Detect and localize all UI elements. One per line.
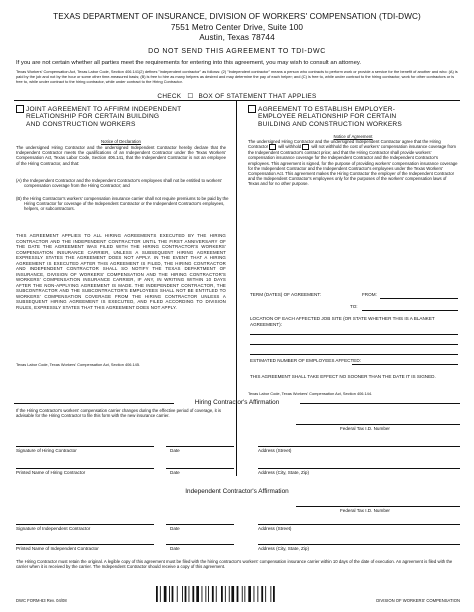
division-footer: DIVISION OF WORKERS' COMPENSATION xyxy=(376,598,460,603)
retention-notice: The Hiring Contractor must retain the original. A legible copy of this agreement must be filed with the hiring contractor's workers' compensation insurance carrier within 10 days of the date of execution. An agreement is filed with the carrier when it is received by the carrier. The Independent Contractor should receive a copy of this agreement. xyxy=(16,559,453,570)
hiring-rule-left xyxy=(14,403,174,404)
employer-para-part3: compensation insurance coverage from the Independent Contractor's contract price; and that the Hiring Contractor shall provide workers' compensation insurance coverage for the Independent Contractor and the Independent Contractor's employees. This agreement is signed, for the purpose of providing workers' compensation insurance coverage for the Independent Contractor and the Independent Contractor's employees under the Texas Workers' Compensation Act. This agreement makes the Hiring Contractor the employer of the Independent Contractor and the Independent Contractor's employees only for the purposes of the workers' compensation laws of Texas and for no other purpose. xyxy=(248,144,458,187)
joint-title-line2: RELATIONSHIP FOR CERTAIN BUILDING xyxy=(26,113,160,121)
hiring-date-field[interactable] xyxy=(166,446,234,447)
employer-agreement-title xyxy=(248,105,458,128)
notice-of-declaration-title: Notice of Declaration xyxy=(101,139,141,144)
job-site-label: LOCATION OF EACH AFFECTED JOB SITE (OR STATE WHETHER THIS IS A BLANKET AGREEMENT): xyxy=(250,316,435,327)
hiring-fein-label: Federal Tax I.D. Number xyxy=(340,426,390,431)
form-barcode xyxy=(156,586,320,602)
employees-label: ESTIMATED NUMBER OF EMPLOYEES AFFECTED: xyxy=(250,358,361,363)
agency-title: TEXAS DEPARTMENT OF INSURANCE, DIVISION OF WORKERS' COMPENSATION (TDI-DWC) xyxy=(53,12,421,21)
declaration-item-a: (A) the Independent Contractor and the Independent Contractor's employees shall not be entitled to workers' compensation coverage from the Hiring Contractor; and xyxy=(16,178,223,189)
employer-para-part1: The undersigned Hiring Contractor and the undersigned Independent Contractor xyxy=(248,139,401,144)
agency-address-city: Austin, Texas 78744 xyxy=(199,33,275,42)
box-of-statement-label: BOX OF STATEMENT THAT APPLIES xyxy=(198,93,317,100)
definition-text: Texas Workers' Compensation Act, Texas Labor Code, Section 406.141(2) defines "independent contractor" as follows: (2) "Independent contractor" means a person who contracts to perform work or provide a service for the benefit of another and who: (A) is paid by the job and not by the hour or some other time-measured basis; (B) is free to hire as many helpers as desired and may determine the pay of each helper; and (C) is free to, while under contract to the hiring contractor, work for other contractors or is free to, while under contract to the hiring contractor, while under contract to the Hiring Contractor. xyxy=(16,69,458,84)
hiring-date2-field[interactable] xyxy=(166,468,234,469)
independent-printed-name-label: Printed Name of Independent Contractor xyxy=(16,546,99,551)
hiring-address-label: Address (Street) xyxy=(258,448,292,453)
independent-affirmation-title: Independent Contractor's Affirmation xyxy=(185,488,289,495)
employer-paragraph xyxy=(248,139,458,187)
hiring-city-field[interactable] xyxy=(258,468,460,469)
term-from-label: FROM: xyxy=(362,292,377,297)
will-not-withhold-label: will not withhold the cost of workers' xyxy=(311,144,380,150)
hiring-signature-label: Signature of Hiring Contractor xyxy=(16,448,77,453)
will-withhold-label: will withhold xyxy=(278,144,302,150)
independent-signature-field[interactable] xyxy=(16,524,154,525)
effect-notice: THIS AGREEMENT SHALL TAKE EFFECT NO SOONER THAN THE DATE IT IS SIGNED. xyxy=(250,374,436,379)
employer-title-line2: EMPLOYEE RELATIONSHIP FOR CERTAIN xyxy=(258,113,397,121)
do-not-send-notice: DO NOT SEND THIS AGREEMENT TO TDI-DWC xyxy=(148,48,326,55)
independent-city-label: Address (City, State, Zip) xyxy=(258,546,309,551)
declaration-item-b: (B) the Hiring Contractor's workers' compensation insurance carrier shall not require premiums to be paid by the Hiring Contractor for coverage of the Independent Contractor or the Independent Contractor's employees, helpers, or subcontractors. xyxy=(16,196,229,212)
hiring-carrier-note: If the Hiring Contractor's workers' compensation carrier changes during the effective period of coverage, it is advisable for the Hiring Contractor to file this form with the new insurance carrier. xyxy=(16,408,222,419)
hiring-fein-field[interactable] xyxy=(296,424,460,425)
independent-printed-name-field[interactable] xyxy=(16,544,154,545)
hiring-date-label: Date xyxy=(170,448,180,453)
joint-title-line3: AND CONSTRUCTION WORKERS xyxy=(26,120,136,128)
independent-signature-label: Signature of Independent Contractor xyxy=(16,526,91,531)
employer-agreement-citation: Texas Labor Code, Texas Workers' Compensation Act, Section 406.144. xyxy=(248,391,373,396)
employer-title-line1: AGREEMENT TO ESTABLISH EMPLOYER- xyxy=(258,105,396,113)
hiring-signature-field[interactable] xyxy=(16,446,154,447)
hiring-address-field[interactable] xyxy=(258,446,460,447)
employer-para-part2: agree that the Hiring Contractor xyxy=(248,139,441,150)
term-from-field[interactable] xyxy=(380,298,458,299)
hiring-rule-right xyxy=(300,403,460,404)
job-site-field-line2[interactable] xyxy=(250,344,458,345)
check-label: CHECK xyxy=(157,93,182,100)
hiring-date2-label: Date xyxy=(170,470,180,475)
independent-date2-label: Date xyxy=(170,546,180,551)
independent-date-field[interactable] xyxy=(166,524,234,525)
hiring-city-label: Address (City, State, Zip) xyxy=(258,470,309,475)
joint-agreement-caps-text: THIS AGREEMENT APPLIES TO ALL HIRING AGREEMENTS EXECUTED BY THE HIRING CONTRACTOR AND THE INDEPENDENT CONTRACTOR UNTIL THE FIRST ANNIVERSARY OF THE DATE THE AGREEMENT WAS FILED WITH THE HIRING CONTRACTOR'S WORKERS' COMPENSATION INSURANCE CARRIER, UNLESS A SUBSEQUENT HIRING AGREEMENT EXPRESSLY STATES THE AGREEMENT DOES NOT APPLY. IN THE EVENT THAT A HIRING AGREEMENT IS EXECUTED AFTER THIS AGREEMENT IS FILED, THE HIRING CONTRACTOR AND INDEPENDENT CONTRACTOR SHALL SO NOTIFY THE TEXAS DEPARTMENT OF INSURANCE, DIVISION OF WORKERS' COMPENSATION AND THE HIRING CONTRACTOR'S WORKERS' COMPENSATION INSURANCE CARRIER, IF ANY, IN WRITING WITHIN 10 DAYS AFTER THE NON-APPLYING AGREEMENT IS MADE. THE INDEPENDENT CONTRACTOR, THE SUBCONTRACTOR AND THE SUBCONTRACTOR'S EMPLOYEES SHALL NOT BE ENTITLED TO WORKERS' COMPENSATION COVERAGE FROM THE HIRING CONTRACTOR UNLESS A SUBSEQUENT HIRING AGREEMENT IS EXECUTED, AND FILED ACCORDING TO DIVISION RULES, EXPRESSLY STATES THAT THIS AGREEMENT DOES NOT APPLY. xyxy=(16,233,226,310)
term-to-field[interactable] xyxy=(362,310,458,311)
attorney-notice: If you are not certain whether all parties meet the requirements for entering into this agreement, you may wish to consult an attorney. xyxy=(16,60,361,66)
hiring-printed-name-label: Printed Name of Hiring Contractor xyxy=(16,470,86,475)
checkbox-icon: ☐ xyxy=(187,93,194,100)
independent-city-field[interactable] xyxy=(258,544,460,545)
column-divider xyxy=(236,100,237,476)
term-label: TERM (DATES) OF AGREEMENT: xyxy=(250,292,321,297)
joint-title-line1: JOINT AGREEMENT TO AFFIRM INDEPENDENT xyxy=(26,105,182,113)
employer-title-line3: BUILDING AND CONSTRUCTION WORKERS xyxy=(258,120,402,128)
notice-of-agreement-title: Notice of Agreement xyxy=(333,134,373,139)
independent-fein-field[interactable] xyxy=(296,506,460,507)
joint-agreement-checkbox[interactable] xyxy=(16,105,24,113)
divider-top xyxy=(14,100,460,101)
independent-date2-field[interactable] xyxy=(166,544,234,545)
form-id: DWC FORM-83 Rev. 04/08 xyxy=(16,598,67,603)
employer-agreement-checkbox[interactable] xyxy=(248,105,256,113)
independent-fein-label: Federal Tax I.D. Number xyxy=(340,508,390,513)
independent-address-label: Address (Street) xyxy=(258,526,292,531)
term-to-label: TO: xyxy=(350,304,358,309)
hiring-printed-name-field[interactable] xyxy=(16,468,154,469)
agency-address-street: 7551 Metro Center Drive, Suite 100 xyxy=(170,23,304,32)
independent-date-label: Date xyxy=(170,526,180,531)
independent-address-field[interactable] xyxy=(258,524,460,525)
job-site-field-line1[interactable] xyxy=(250,334,458,335)
check-one-instruction xyxy=(0,92,474,100)
joint-agreement-citation: Texas Labor Code, Texas Workers' Compensation Act, Section 406.145. xyxy=(16,362,141,367)
hiring-affirmation-title: Hiring Contractor's Affirmation xyxy=(194,399,280,406)
employees-field[interactable] xyxy=(352,364,458,365)
joint-agreement-title xyxy=(16,105,226,128)
job-site-field-line3[interactable] xyxy=(250,354,458,355)
declaration-paragraph: The undersigned Hiring Contractor and the undersigned Independent Contractor hereby declare that the Independent Contractor meets the qualifications of an Independent Contractor under the Texas Workers' Compensation Act, Texas Labor Code, Section 406.141, that the Independent Contractor is not an employee of the Hiring Contractor, and that: xyxy=(16,145,226,166)
